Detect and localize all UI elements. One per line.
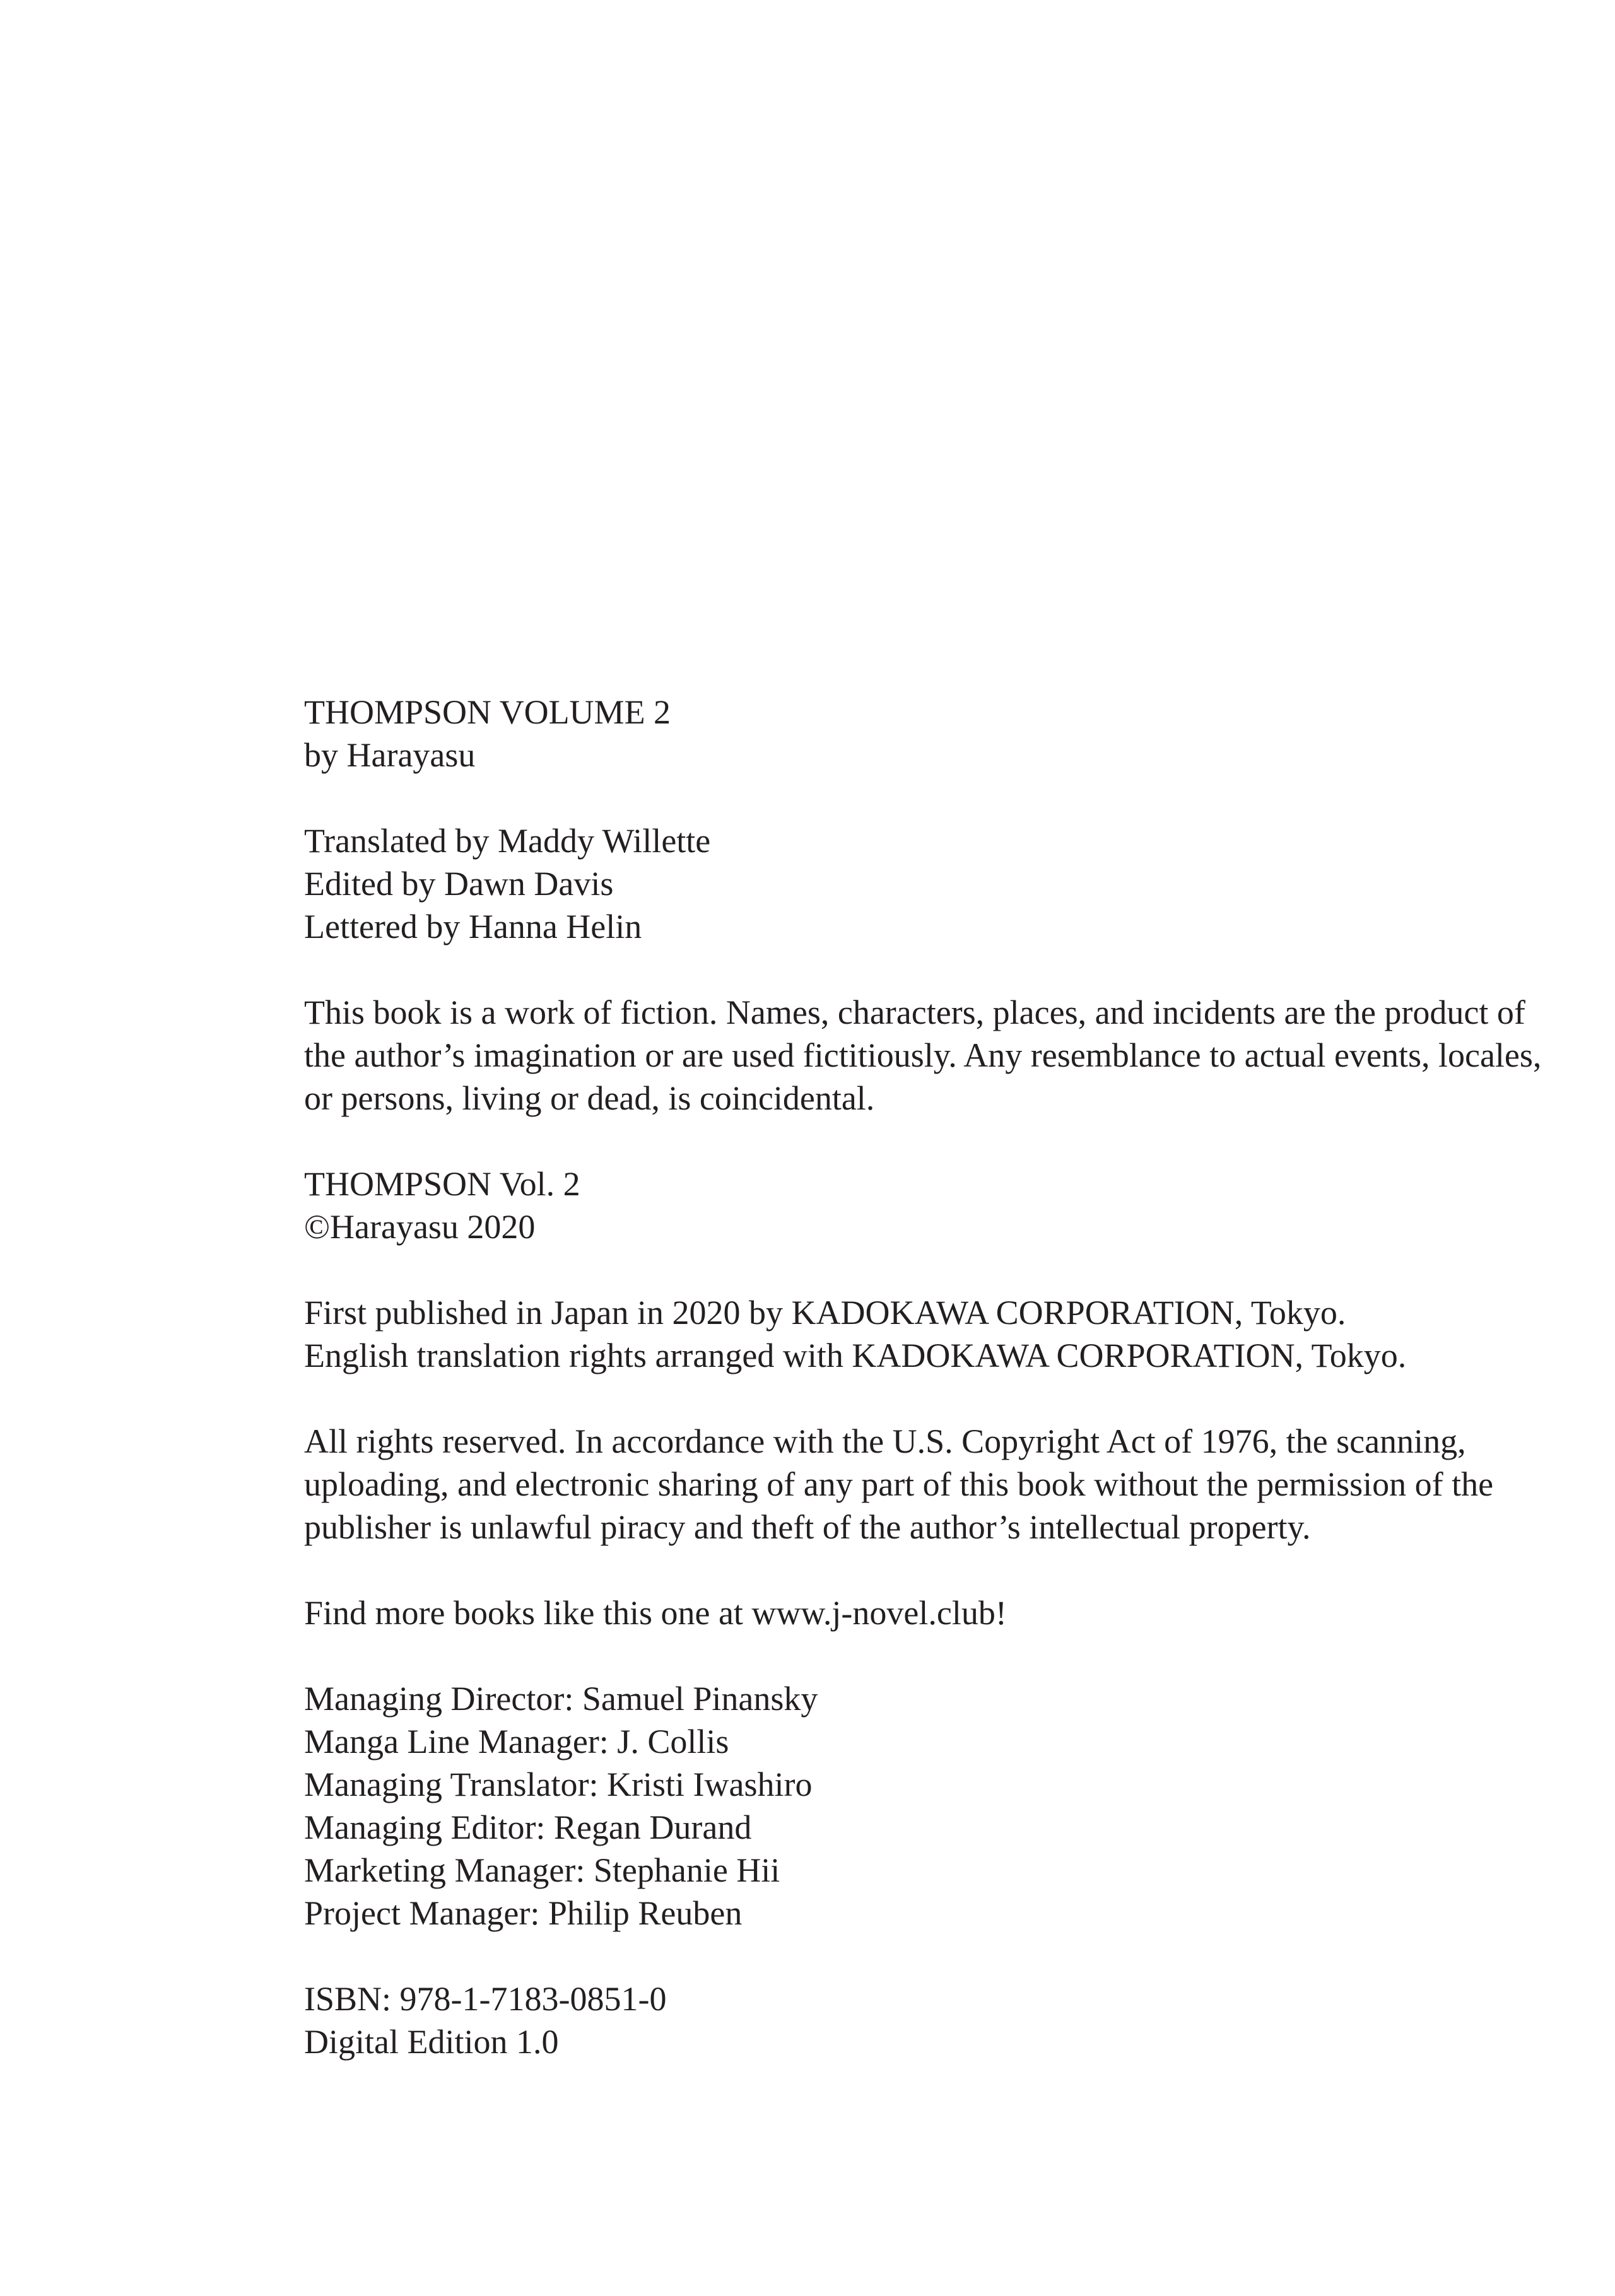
translator-credit: Translated by Maddy Willette [304, 822, 711, 860]
staff-line: Managing Editor: Regan Durand [304, 1808, 752, 1846]
book-title: THOMPSON VOLUME 2 [304, 693, 671, 731]
staff-line: Managing Director: Samuel Pinansky [304, 1680, 818, 1718]
disclaimer-line: the author’s imagination or are used fictitiously. Any resemblance to actual events, locales, [304, 1036, 1542, 1074]
disclaimer-paragraph [304, 991, 1591, 1120]
original-edition-paragraph [304, 1163, 1591, 1248]
website-paragraph [304, 1591, 1591, 1634]
rights-line: All rights reserved. In accordance with the U.S. Copyright Act of 1976, the scanning, [304, 1422, 1466, 1460]
book-author: by Harayasu [304, 736, 476, 774]
isbn-line: ISBN: 978-1-7183-0851-0 [304, 1980, 667, 2018]
edition-version: Digital Edition 1.0 [304, 2023, 559, 2061]
disclaimer-line: This book is a work of fiction. Names, characters, places, and incidents are the product of [304, 993, 1525, 1031]
title-paragraph [304, 691, 1591, 776]
rights-line: publisher is unlawful piracy and theft of the author’s intellectual property. [304, 1508, 1311, 1546]
rights-paragraph [304, 1420, 1591, 1549]
original-title: THOMPSON Vol. 2 [304, 1165, 580, 1203]
staff-paragraph [304, 1677, 1591, 1935]
letterer-credit: Lettered by Hanna Helin [304, 908, 642, 946]
first-published-line: First published in Japan in 2020 by KADOKAWA CORPORATION, Tokyo. [304, 1294, 1346, 1332]
editor-credit: Edited by Dawn Davis [304, 865, 614, 903]
staff-line: Project Manager: Philip Reuben [304, 1894, 743, 1932]
website-line: Find more books like this one at www.j-novel.club! [304, 1594, 1007, 1632]
publication-paragraph [304, 1291, 1591, 1377]
copyright-block [304, 691, 1591, 2063]
edition-paragraph [304, 1977, 1591, 2063]
credits-paragraph [304, 819, 1591, 948]
staff-line: Manga Line Manager: J. Collis [304, 1723, 729, 1760]
copyright-notice: ©Harayasu 2020 [304, 1208, 536, 1246]
translation-rights-line: English translation rights arranged with KADOKAWA CORPORATION, Tokyo. [304, 1337, 1407, 1374]
disclaimer-line: or persons, living or dead, is coincidental. [304, 1079, 875, 1117]
staff-line: Marketing Manager: Stephanie Hii [304, 1851, 780, 1889]
staff-line: Managing Translator: Kristi Iwashiro [304, 1766, 813, 1803]
rights-line: uploading, and electronic sharing of any part of this book without the permission of the [304, 1465, 1494, 1503]
